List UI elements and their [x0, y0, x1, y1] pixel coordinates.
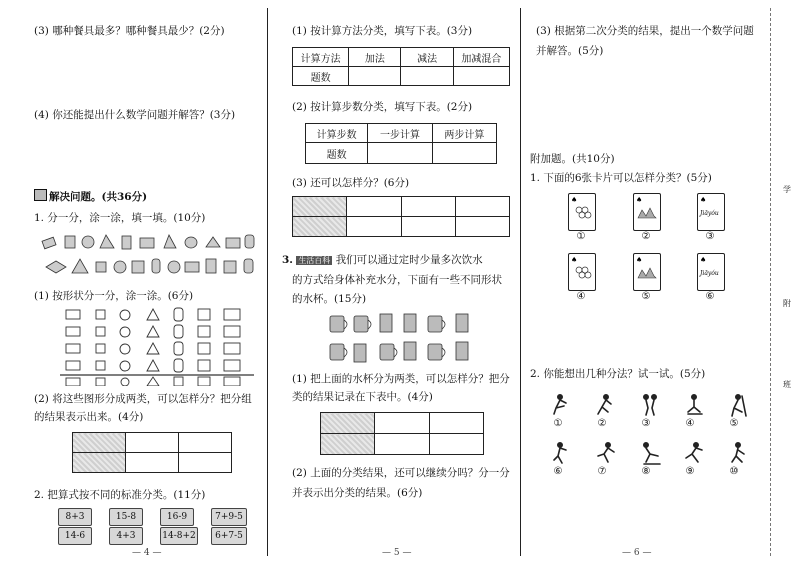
extra-problem-2: 2. 你能想出几种分法？试一试。(5分)	[530, 368, 706, 380]
question-3-cont: 并解答。(5分)	[536, 45, 604, 57]
svg-text:♠: ♠	[636, 256, 643, 264]
calc-steps-table[interactable]	[305, 123, 497, 164]
table-cell[interactable]	[453, 67, 509, 86]
sport-label: ⑤	[729, 418, 739, 429]
page-number: — 6 —	[622, 548, 652, 558]
other-classification-table[interactable]	[292, 196, 510, 237]
water-cups-image	[324, 312, 484, 368]
sport-label: ⑧	[641, 466, 651, 477]
problem-1-2: (2) 将这些图形分成两类，可以怎样分？把分组	[34, 393, 252, 405]
expression-card: 14-8+2	[160, 527, 198, 545]
margin-char: 附	[783, 299, 791, 308]
table-cell[interactable]	[429, 413, 483, 434]
question-3: (3) 还可以怎样分？(6分)	[292, 177, 410, 189]
table-cell[interactable]	[401, 67, 453, 86]
table-header: 两步计算	[432, 124, 496, 143]
margin-char: 学	[783, 185, 791, 194]
sport-label: ⑩	[729, 466, 739, 477]
problem-3-2-cont: 并表示出分类的结果。(6分)	[292, 487, 423, 499]
svg-text:♠: ♠	[700, 196, 707, 204]
expression-card: 15-8	[109, 508, 143, 526]
table-header: 加减混合	[453, 48, 509, 67]
playing-card	[568, 193, 596, 231]
table-cell	[321, 413, 375, 434]
table-row-label: 题数	[293, 67, 349, 86]
extra-section-title: 附加题。(共10分)	[530, 153, 615, 165]
table-cell[interactable]	[179, 453, 232, 473]
table-cell	[321, 434, 375, 455]
card-label: ⑥	[705, 291, 715, 302]
extra-problem-1: 1. 下面的6张卡片可以怎样分类？(5分)	[530, 172, 712, 184]
section-title: 解决问题。(共36分)	[34, 189, 147, 204]
shape-coloring-chart[interactable]	[58, 306, 258, 386]
problem-3-1: (1) 把上面的水杯分为两类，可以怎样分？把分	[292, 373, 510, 385]
svg-text:♠: ♠	[700, 256, 707, 264]
problem-3-line3: 的水杯。(15分)	[292, 293, 367, 305]
table-header: 计算方法	[293, 48, 349, 67]
expression-card: 7+9-5	[211, 508, 247, 526]
expression-card: 16-9	[160, 508, 194, 526]
expression-card: 14-6	[58, 527, 92, 545]
table-cell[interactable]	[455, 217, 509, 237]
sport-label: ⑨	[685, 466, 695, 477]
sport-label: ①	[553, 418, 563, 429]
table-header: 减法	[401, 48, 453, 67]
table-cell[interactable]	[126, 433, 179, 453]
question-4: (4) 你还能提出什么数学问题并解答？(3分)	[34, 109, 236, 121]
table-cell	[293, 197, 347, 217]
page-number: — 5 —	[382, 548, 412, 558]
problem-2: 2. 把算式按不同的标准分类。(11分)	[34, 489, 206, 501]
svg-text:♠: ♠	[636, 196, 643, 204]
table-cell[interactable]	[432, 143, 496, 164]
problem-1: 1. 分一分，涂一涂，填一填。(10分)	[34, 212, 206, 224]
card-label: ④	[576, 291, 586, 302]
margin-char: 班	[783, 380, 791, 389]
sport-label: ③	[641, 418, 651, 429]
card-label: ①	[576, 231, 586, 242]
table-cell[interactable]	[347, 217, 401, 237]
table-row-label: 题数	[306, 143, 368, 164]
table-cell[interactable]	[368, 143, 432, 164]
question-3: (3) 根据第二次分类的结果，提出一个数学问题	[536, 25, 754, 37]
problem-3: 3. 生活百科 我们可以通过定时少量多次饮水	[282, 254, 483, 266]
binding-line	[770, 8, 771, 556]
playing-card	[633, 253, 661, 291]
card-label: ③	[705, 231, 715, 242]
table-cell[interactable]	[401, 197, 455, 217]
expression-card: 6+7-5	[211, 527, 247, 545]
svg-text:♠: ♠	[571, 256, 578, 264]
column-divider	[520, 8, 521, 556]
page-number: — 4 —	[132, 548, 162, 558]
problem-3-2: (2) 上面的分类结果，还可以继续分吗？分一分	[292, 467, 510, 479]
table-cell[interactable]	[401, 217, 455, 237]
problem-1-2-cont: 的结果表示出来。(4分)	[34, 411, 144, 423]
table-cell	[73, 433, 126, 453]
playing-card	[633, 193, 661, 231]
lifestyle-tag: 生活百科	[298, 256, 331, 265]
table-cell	[293, 217, 347, 237]
table-cell[interactable]	[455, 197, 509, 217]
question-1: (1) 按计算方法分类，填写下表。(3分)	[292, 25, 473, 37]
table-cell[interactable]	[375, 413, 429, 434]
card-text: Jiāyóu	[700, 210, 719, 217]
table-header: 计算步数	[306, 124, 368, 143]
card-text: Jiāyóu	[700, 270, 719, 277]
shape-assortment	[40, 233, 262, 279]
section-icon	[34, 189, 47, 201]
answer-table[interactable]	[72, 432, 232, 473]
problem-3-line2: 的方式给身体补充水分，下面有一些不同形状	[292, 274, 502, 286]
table-header: 一步计算	[368, 124, 432, 143]
card-label: ⑤	[641, 291, 651, 302]
problem-1-1: (1) 按形状分一分，涂一涂。(6分)	[34, 290, 194, 302]
expression-card: 8+3	[58, 508, 92, 526]
sport-label: ②	[597, 418, 607, 429]
table-cell[interactable]	[375, 434, 429, 455]
table-cell[interactable]	[349, 67, 401, 86]
table-header: 加法	[349, 48, 401, 67]
calc-method-table[interactable]	[292, 47, 510, 86]
table-cell[interactable]	[179, 433, 232, 453]
table-cell	[73, 453, 126, 473]
playing-card	[697, 193, 725, 231]
column-divider	[267, 8, 268, 556]
playing-card	[697, 253, 725, 291]
table-cell[interactable]	[126, 453, 179, 473]
table-cell[interactable]	[429, 434, 483, 455]
problem-3-1-cont: 类的结果记录在下表中。(4分)	[292, 391, 433, 403]
question-2: (2) 按计算步数分类，填写下表。(2分)	[292, 101, 473, 113]
svg-text:♠: ♠	[571, 196, 578, 204]
question-3: (3) 哪种餐具最多？哪种餐具最少？(2分)	[34, 25, 225, 37]
sport-label: ④	[685, 418, 695, 429]
table-cell[interactable]	[347, 197, 401, 217]
cup-classification-table[interactable]	[320, 412, 484, 455]
sport-label: ⑦	[597, 466, 607, 477]
sport-label: ⑥	[553, 466, 563, 477]
card-label: ②	[641, 231, 651, 242]
expression-card: 4+3	[109, 527, 143, 545]
playing-card	[568, 253, 596, 291]
